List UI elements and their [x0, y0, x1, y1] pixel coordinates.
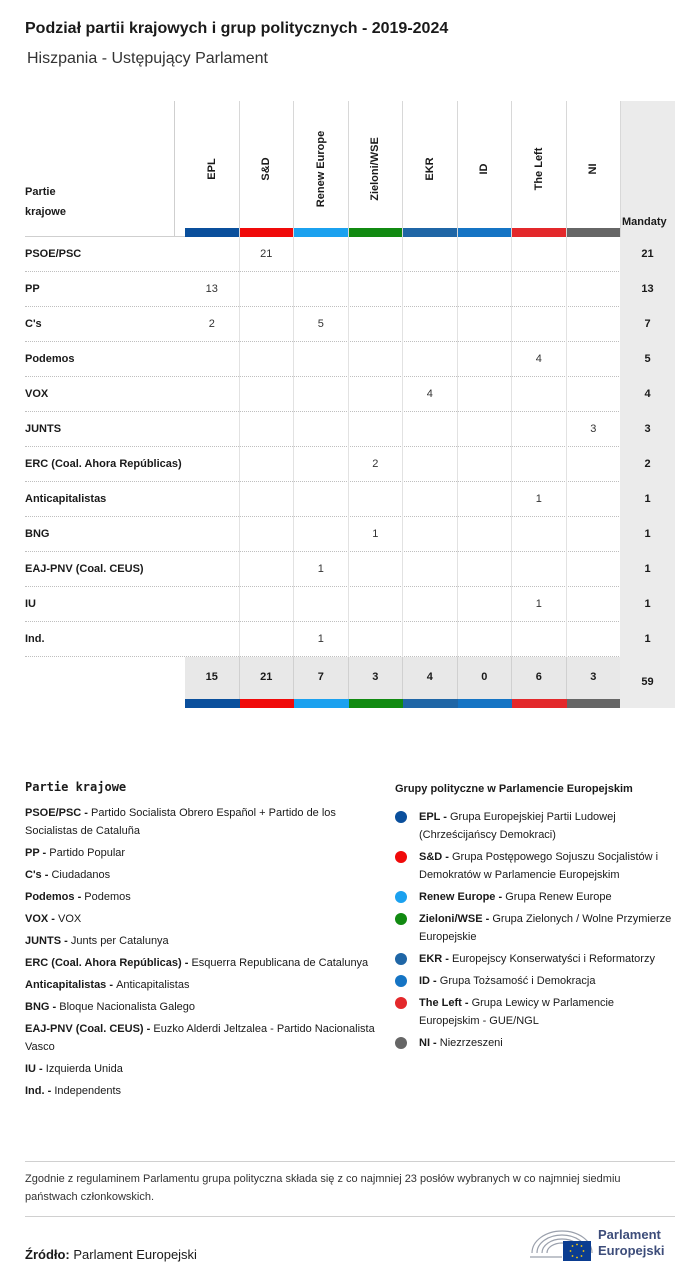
party-abbr: BNG -: [25, 1001, 60, 1013]
political-groups-legend: [395, 780, 675, 1056]
group-color-bar: [512, 228, 566, 237]
seat-cell: [240, 307, 295, 342]
party-abbr: PSOE/PSC -: [25, 807, 92, 819]
group-total: 3: [349, 657, 404, 699]
seat-cell: [185, 237, 240, 272]
table-row: [25, 552, 675, 587]
group-name: Renew Europe: [314, 130, 327, 208]
logo-text: [598, 1227, 664, 1259]
seat-cell: [458, 377, 513, 412]
group-total: 21: [240, 657, 295, 699]
party-name: IU: [25, 598, 36, 610]
national-parties-list: [25, 804, 375, 1100]
row-total: 3: [620, 412, 675, 447]
page-subtitle: Hiszpania - Ustępujący Parlament: [27, 50, 268, 67]
group-total: 3: [567, 657, 622, 699]
group-total: 0: [458, 657, 513, 699]
row-total: 1: [620, 482, 675, 517]
seat-cell: [567, 622, 622, 657]
group-name: EKR: [423, 157, 436, 181]
group-color-dot-icon: [395, 811, 407, 823]
party-legend-item: [25, 866, 375, 884]
seat-cell: [349, 587, 404, 622]
seat-cell: 1: [349, 517, 404, 552]
seat-cell: [512, 552, 567, 587]
table-row: [25, 622, 675, 657]
party-legend-item: [25, 976, 375, 994]
group-abbr: S&D -: [419, 851, 452, 863]
seat-cell: [512, 517, 567, 552]
seat-cell: [185, 377, 240, 412]
party-name: Podemos: [25, 353, 75, 365]
seat-cell: [349, 412, 404, 447]
seat-cell: [240, 482, 295, 517]
group-column-header: [294, 101, 349, 237]
seat-cell: [403, 412, 458, 447]
group-abbr: Renew Europe -: [419, 891, 506, 903]
group-full-name: Grupa Tożsamość i Demokracja: [439, 975, 596, 987]
party-full-name: Euzko Alderdi Jeltzalea - Partido Nacionalista Vasco: [25, 1023, 375, 1053]
group-color-dot-icon: [395, 1037, 407, 1049]
seat-cell: [403, 517, 458, 552]
party-legend-item: [25, 932, 375, 950]
group-column-header: [458, 101, 513, 237]
seat-cell: [458, 307, 513, 342]
party-abbr: IU -: [25, 1063, 46, 1075]
table-row: [25, 412, 675, 447]
group-total: 6: [512, 657, 567, 699]
party-legend-item: [25, 1082, 375, 1100]
seat-cell: [349, 342, 404, 377]
seat-cell: [403, 552, 458, 587]
group-column-header: [512, 101, 567, 237]
seat-cell: [512, 447, 567, 482]
party-legend-item: [25, 1020, 375, 1056]
logo-line-2: Europejski: [598, 1243, 665, 1258]
seat-cell: 2: [349, 447, 404, 482]
seat-cell: [458, 552, 513, 587]
group-color-dot-icon: [395, 975, 407, 987]
group-abbr: EKR -: [419, 953, 452, 965]
seat-cell: [567, 447, 622, 482]
group-legend-item: [395, 1034, 675, 1052]
party-name: JUNTS: [25, 423, 62, 435]
seat-cell: [294, 272, 349, 307]
table-row: [25, 377, 675, 412]
group-color-dot-icon: [395, 891, 407, 903]
hemicycle-icon: [528, 1223, 596, 1263]
seat-cell: [185, 412, 240, 447]
party-abbr: C's -: [25, 869, 52, 881]
seat-cell: [185, 517, 240, 552]
group-name: Zieloni/WSE: [369, 137, 382, 201]
political-groups-list: [395, 808, 675, 1052]
row-total: 1: [620, 622, 675, 657]
rules-note: Zgodnie z regulaminem Parlamentu grupa polityczna składa się z co najmniej 23 posłów wybranych w co najmniej siedmiu państwach członkowskich.: [25, 1161, 675, 1217]
group-abbr: ID -: [419, 975, 440, 987]
table-row: [25, 237, 675, 272]
party-full-name: Izquierda Unida: [45, 1063, 123, 1075]
page-title: Podział partii krajowych i grup politycznych - 2019-2024: [25, 20, 449, 37]
party-name: EAJ-PNV (Coal. CEUS): [25, 563, 144, 575]
party-name: VOX: [25, 388, 49, 400]
seat-cell: [512, 412, 567, 447]
seat-cell: [567, 272, 622, 307]
seat-cell: [240, 377, 295, 412]
group-name: S&D: [260, 157, 273, 181]
row-total: 1: [620, 517, 675, 552]
party-abbr: ERC (Coal. Ahora Repúblicas) -: [25, 957, 192, 969]
table-row: [25, 587, 675, 622]
group-color-bar: [458, 228, 512, 237]
row-total: 1: [620, 552, 675, 587]
european-parliament-logo: [528, 1223, 678, 1263]
seat-cell: [512, 307, 567, 342]
group-color-bar: [240, 699, 295, 708]
seat-cell: [294, 517, 349, 552]
seat-cell: [403, 307, 458, 342]
seat-cell: [240, 272, 295, 307]
party-abbr: PP -: [25, 847, 50, 859]
row-total: 7: [620, 307, 675, 342]
group-legend-item: [395, 848, 675, 884]
seat-cell: 1: [512, 587, 567, 622]
party-name: ERC (Coal. Ahora Repúblicas): [25, 458, 182, 470]
seat-cell: [294, 447, 349, 482]
party-full-name: Partido Popular: [49, 847, 126, 859]
group-name: ID: [478, 163, 491, 175]
seat-cell: [294, 377, 349, 412]
table-body: [25, 237, 675, 657]
group-abbr: EPL -: [419, 811, 450, 823]
party-name: Ind.: [25, 633, 45, 645]
party-abbr: JUNTS -: [25, 935, 71, 947]
seat-cell: [567, 587, 622, 622]
seat-cell: [240, 517, 295, 552]
party-full-name: Bloque Nacionalista Galego: [59, 1001, 195, 1013]
group-legend-item: [395, 888, 675, 906]
seat-cell: [512, 622, 567, 657]
table-header: [25, 101, 675, 237]
row-total: 4: [620, 377, 675, 412]
group-legend-item: [395, 808, 675, 844]
seat-cell: 1: [512, 482, 567, 517]
table-row: [25, 517, 675, 552]
seat-cell: 3: [567, 412, 622, 447]
party-full-name: Anticapitalistas: [116, 979, 190, 991]
seat-cell: [349, 552, 404, 587]
group-full-name: Grupa Postępowego Sojuszu Socjalistów i Demokratów w Parlamencie Europejskim: [419, 851, 659, 881]
party-name: PSOE/PSC: [25, 248, 82, 260]
group-abbr: The Left -: [419, 997, 472, 1009]
group-legend-item: [395, 910, 675, 946]
source-label: Źródło:: [25, 1247, 70, 1262]
seat-cell: 4: [512, 342, 567, 377]
party-legend-item: [25, 954, 375, 972]
group-color-bar: [458, 699, 513, 708]
group-color-bar: [294, 699, 349, 708]
group-full-name: Grupa Lewicy w Parlamencie Europejskim - GUE/NGL: [419, 997, 615, 1027]
seat-cell: [349, 237, 404, 272]
group-name: The Left: [532, 147, 545, 191]
political-groups-legend-title: Grupy polityczne w Parlamencie Europejskim: [395, 783, 633, 795]
national-parties-legend: [25, 780, 375, 1104]
seat-cell: 4: [403, 377, 458, 412]
seat-cell: [349, 377, 404, 412]
seat-cell: [512, 237, 567, 272]
group-column-header: [185, 101, 240, 237]
row-total: 5: [620, 342, 675, 377]
seat-cell: [567, 237, 622, 272]
seat-cell: [349, 622, 404, 657]
group-legend-item: [395, 972, 675, 990]
table-row: [25, 307, 675, 342]
party-abbr: Anticapitalistas -: [25, 979, 117, 991]
seat-cell: 5: [294, 307, 349, 342]
seat-cell: [185, 587, 240, 622]
group-full-name: Grupa Renew Europe: [505, 891, 612, 903]
group-color-dot-icon: [395, 913, 407, 925]
party-name: PP: [25, 283, 40, 295]
table-row: [25, 342, 675, 377]
seat-cell: [240, 587, 295, 622]
seat-cell: [294, 482, 349, 517]
group-total: 15: [185, 657, 240, 699]
party-name: C's: [25, 318, 42, 330]
party-legend-item: [25, 804, 375, 840]
mandates-header-label: Mandaty: [622, 216, 667, 228]
row-total: 21: [620, 237, 675, 272]
seat-cell: [403, 447, 458, 482]
seat-cell: [294, 412, 349, 447]
seat-cell: [403, 622, 458, 657]
party-full-name: Esquerra Republicana de Catalunya: [191, 957, 369, 969]
seat-cell: [240, 622, 295, 657]
seat-cell: [240, 447, 295, 482]
seat-cell: [458, 447, 513, 482]
seat-cell: [512, 377, 567, 412]
seat-cell: [458, 342, 513, 377]
row-total: 1: [620, 587, 675, 622]
group-color-bar: [185, 228, 239, 237]
group-full-name: Grupa Europejskiej Partii Ludowej (Chrześcijańscy Demokraci): [419, 811, 616, 841]
seat-cell: [458, 517, 513, 552]
seat-cell: 2: [185, 307, 240, 342]
group-color-bar: [294, 228, 348, 237]
party-legend-item: [25, 998, 375, 1016]
seat-cell: [567, 517, 622, 552]
row-total: 13: [620, 272, 675, 307]
group-color-bar: [240, 228, 294, 237]
totals-row: [25, 657, 675, 708]
seat-cell: [458, 237, 513, 272]
table-row: [25, 272, 675, 307]
party-column-header: Partie krajowe: [25, 186, 66, 218]
seat-cell: 13: [185, 272, 240, 307]
seat-cell: [185, 552, 240, 587]
group-abbr: Zieloni/WSE -: [419, 913, 493, 925]
group-color-bar: [567, 699, 622, 708]
group-column-header: [349, 101, 404, 237]
seat-cell: [567, 377, 622, 412]
group-legend-item: [395, 994, 675, 1030]
seat-cell: [458, 587, 513, 622]
group-color-bar: [349, 228, 403, 237]
seat-cell: [567, 307, 622, 342]
national-parties-legend-title: Partie krajowe: [25, 780, 127, 794]
seat-cell: [240, 552, 295, 587]
seat-cell: [403, 272, 458, 307]
group-column-header: [567, 101, 622, 237]
seat-cell: [294, 342, 349, 377]
seat-cell: [403, 237, 458, 272]
source-value: Parlament Europejski: [73, 1247, 197, 1262]
group-color-dot-icon: [395, 953, 407, 965]
party-abbr: Podemos -: [25, 891, 85, 903]
party-full-name: Partido Socialista Obrero Español + Partido de los Socialistas de Cataluña: [25, 807, 336, 837]
group-abbr: NI -: [419, 1037, 440, 1049]
party-abbr: Ind. -: [25, 1085, 55, 1097]
seat-cell: [294, 237, 349, 272]
seat-cell: [567, 552, 622, 587]
party-legend-item: [25, 888, 375, 906]
seat-cell: [458, 412, 513, 447]
group-legend-item: [395, 950, 675, 968]
table-row: [25, 482, 675, 517]
logo-line-1: Parlament: [598, 1227, 661, 1242]
group-color-bar: [403, 228, 457, 237]
group-column-header: [403, 101, 458, 237]
seat-cell: [567, 482, 622, 517]
header-divider: [174, 101, 175, 237]
seat-cell: [240, 342, 295, 377]
party-name: BNG: [25, 528, 50, 540]
seat-cell: [294, 587, 349, 622]
table-row: [25, 447, 675, 482]
party-name: Anticapitalistas: [25, 493, 107, 505]
mandates-column-header: [620, 101, 675, 237]
seat-cell: [458, 622, 513, 657]
group-total: 4: [403, 657, 458, 699]
party-legend-item: [25, 910, 375, 928]
group-total: 7: [294, 657, 349, 699]
seat-cell: [349, 482, 404, 517]
seat-cell: [185, 482, 240, 517]
group-color-bar: [403, 699, 458, 708]
party-full-name: Junts per Catalunya: [70, 935, 169, 947]
party-full-name: Ciudadanos: [51, 869, 111, 881]
seat-cell: [403, 342, 458, 377]
group-full-name: Europejscy Konserwatyści i Reformatorzy: [452, 953, 655, 965]
seat-cell: [458, 482, 513, 517]
seat-cell: [567, 342, 622, 377]
seat-cell: [185, 447, 240, 482]
seat-cell: 21: [240, 237, 295, 272]
party-full-name: Podemos: [84, 891, 131, 903]
group-column-header: [240, 101, 295, 237]
group-full-name: Grupa Zielonych / Wolne Przymierze Europejskie: [419, 913, 672, 943]
seat-cell: [185, 622, 240, 657]
party-full-name: VOX: [58, 913, 82, 925]
group-full-name: Niezrzeszeni: [439, 1037, 503, 1049]
seat-cell: [349, 272, 404, 307]
group-name: NI: [587, 163, 600, 175]
seat-cell: [512, 272, 567, 307]
group-color-bar: [567, 228, 621, 237]
group-color-dot-icon: [395, 851, 407, 863]
group-name: EPL: [205, 158, 218, 180]
grand-total: 59: [620, 657, 675, 708]
seat-distribution-table: [25, 101, 675, 708]
party-legend-item: [25, 1060, 375, 1078]
seat-cell: 1: [294, 622, 349, 657]
row-total: 2: [620, 447, 675, 482]
group-color-bar: [512, 699, 567, 708]
seat-cell: [458, 272, 513, 307]
seat-cell: [240, 412, 295, 447]
source-line: [25, 1247, 197, 1262]
group-color-bar: [185, 699, 240, 708]
party-full-name: Independents: [54, 1085, 121, 1097]
group-color-bar: [349, 699, 404, 708]
seat-cell: [403, 482, 458, 517]
seat-cell: [185, 342, 240, 377]
seat-cell: 1: [294, 552, 349, 587]
group-color-dot-icon: [395, 997, 407, 1009]
party-abbr: EAJ-PNV (Coal. CEUS) -: [25, 1023, 154, 1035]
seat-cell: [403, 587, 458, 622]
party-abbr: VOX -: [25, 913, 59, 925]
seat-cell: [349, 307, 404, 342]
party-legend-item: [25, 844, 375, 862]
